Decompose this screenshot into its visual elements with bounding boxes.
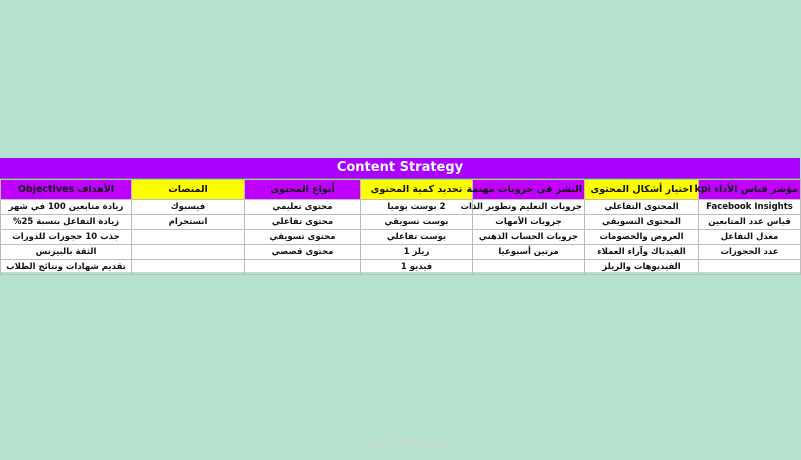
- table-row: [1, 215, 801, 230]
- table-cell: الفيديوهات والريلز: [585, 260, 699, 275]
- table-cell: [699, 260, 801, 275]
- table-cell: [245, 260, 361, 275]
- table-cell: الفيدباك وآراء العملاء: [585, 245, 699, 260]
- table-cell: فيديو 1: [361, 260, 473, 275]
- table-cell: المحتوى التفاعلي: [585, 200, 699, 215]
- table-cell: [132, 260, 245, 275]
- table-cell: العروض والخصومات: [585, 230, 699, 245]
- spreadsheet: [0, 158, 800, 272]
- table-cell: جروبات الأمهات: [473, 215, 585, 230]
- table-cell: زيادة متابعين 100 في شهر: [1, 200, 132, 215]
- table-cell: قياس عدد المتابعين: [699, 215, 801, 230]
- table-cell: تقديم شهادات ونتائج الطلاب: [1, 260, 132, 275]
- table-cell: مرتين أسبوعيا: [473, 245, 585, 260]
- table-cell: بوست تسويقي: [361, 215, 473, 230]
- table-cell: ريلز 1: [361, 245, 473, 260]
- table-cell: محتوى تفاعلي: [245, 215, 361, 230]
- table-row: [1, 200, 801, 215]
- table-cell: محتوى قصصي: [245, 245, 361, 260]
- table-cell: [473, 260, 585, 275]
- table-cell: بوست تفاعلي: [361, 230, 473, 245]
- watermark-logo: خمسات: [364, 424, 456, 452]
- table-cell: المحتوى التسويقي: [585, 215, 699, 230]
- header-platforms: المنصات: [132, 180, 245, 200]
- header-content-types: أنواع المحتوى: [245, 180, 361, 200]
- table-cell: انستجرام: [132, 215, 245, 230]
- table-cell: محتوى تعليمي: [245, 200, 361, 215]
- header-content-quantity: تحديد كمية المحتوى: [361, 180, 473, 200]
- header-row: [1, 180, 801, 200]
- header-content-forms: اختيار أشكال المحتوى: [585, 180, 699, 200]
- table-cell: عدد الحجوزات: [699, 245, 801, 260]
- table-row: [1, 245, 801, 260]
- sheet-title: Content Strategy: [0, 158, 800, 179]
- table-row: [1, 230, 801, 245]
- table-cell: جروبات الحساب الذهني: [473, 230, 585, 245]
- header-objectives: الأهداف Objectives: [1, 180, 132, 200]
- table-cell: جروبات التعليم وتطوير الذات: [473, 200, 585, 215]
- table-row: [1, 260, 801, 275]
- content-strategy-table: [0, 179, 801, 275]
- table-cell: [132, 230, 245, 245]
- table-cell: 2 بوست يوميا: [361, 200, 473, 215]
- table-cell: [132, 245, 245, 260]
- header-kpi: مؤشر قياس الأداء kpi: [699, 180, 801, 200]
- table-cell: فيسبوك: [132, 200, 245, 215]
- table-cell: Facebook Insights: [699, 200, 801, 215]
- table-cell: زيادة التفاعل بنسبة 25%: [1, 215, 132, 230]
- table-cell: جذب 10 حجوزات للدورات: [1, 230, 132, 245]
- table-cell: معدل التفاعل: [699, 230, 801, 245]
- header-groups: النشر في جروبات مهتمة: [473, 180, 585, 200]
- table-cell: الثقة بالبيزنس: [1, 245, 132, 260]
- table-cell: محتوى تسويقي: [245, 230, 361, 245]
